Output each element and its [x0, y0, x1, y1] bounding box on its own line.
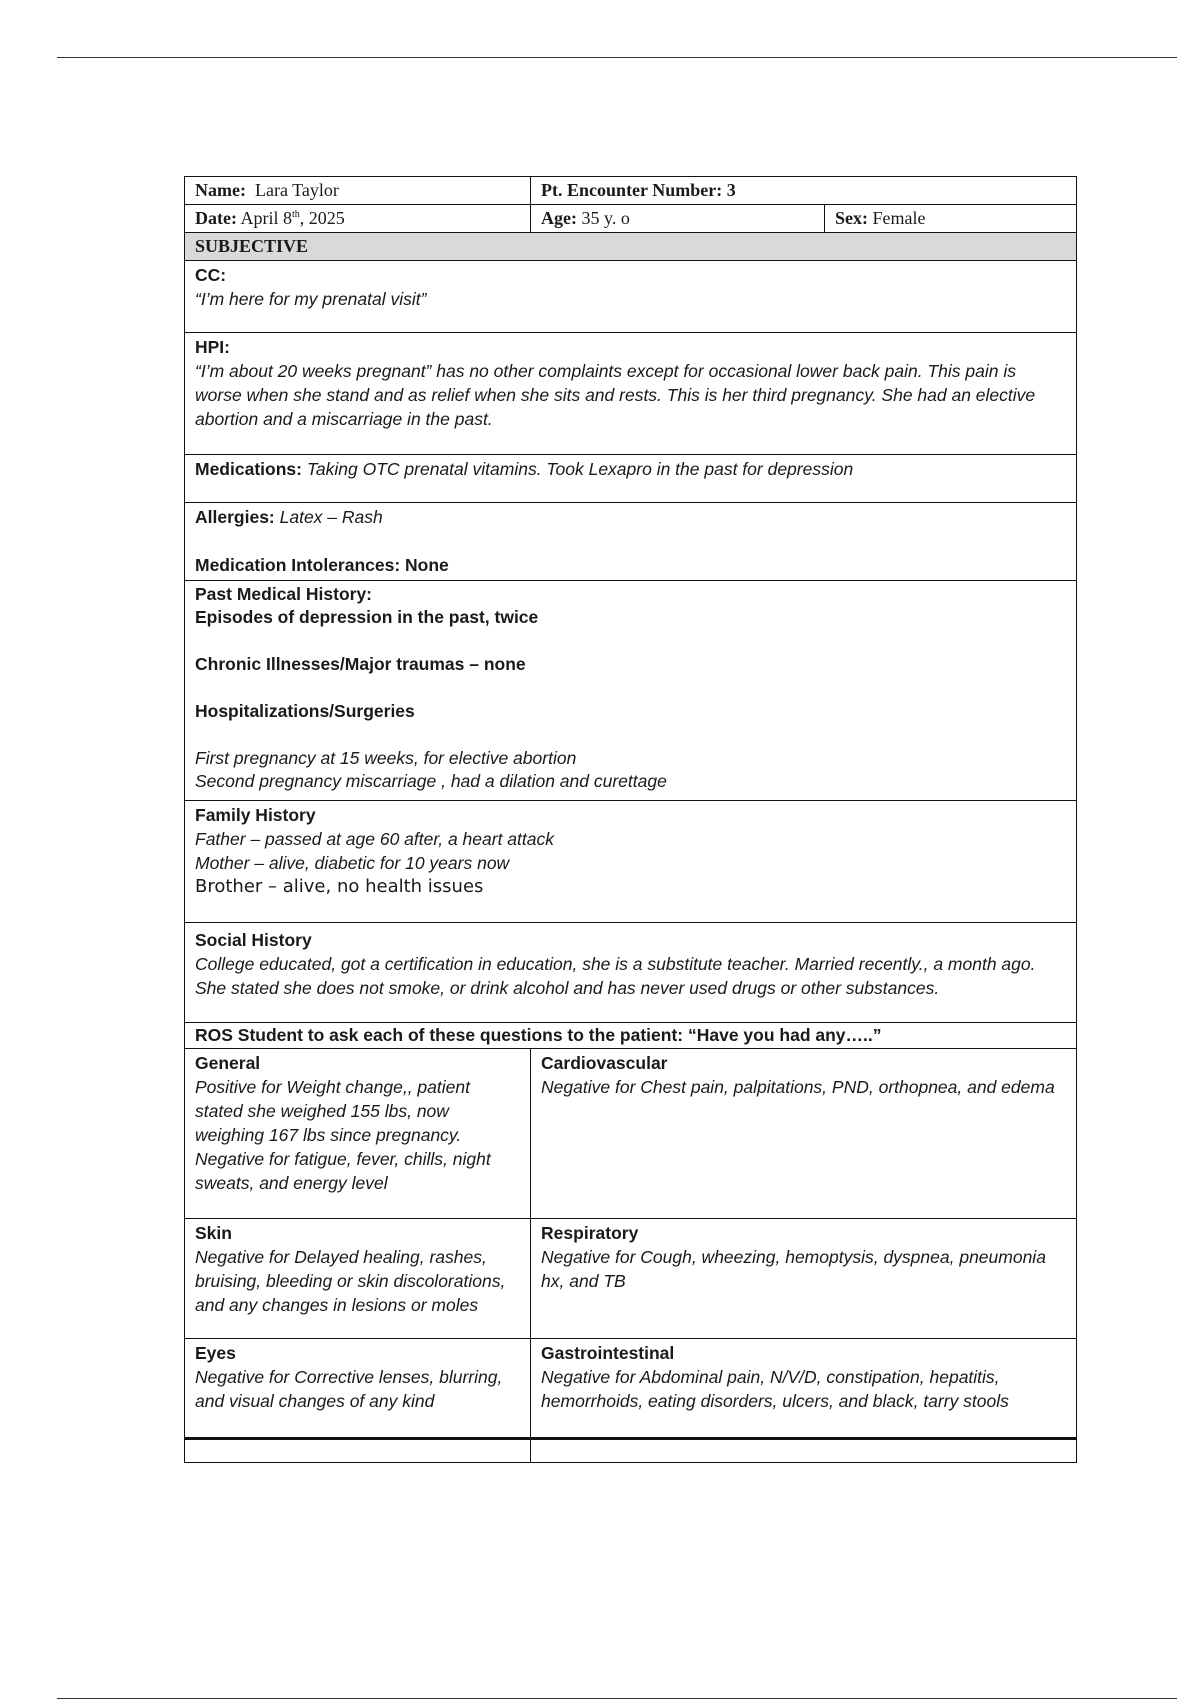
sex-cell — [825, 205, 1077, 233]
chief-complaint-cell — [185, 261, 1077, 333]
encounter-number-cell — [531, 177, 1077, 205]
age-value: 35 y. o — [581, 208, 630, 228]
pmh-hospitalization-2: Second pregnancy miscarriage , had a dilation and curettage — [195, 771, 667, 791]
age-cell — [531, 205, 825, 233]
soap-note-table — [184, 176, 1077, 1463]
medications-cell — [185, 455, 1077, 503]
ros-cardiovascular-cell — [531, 1049, 1077, 1219]
ros-eyes-text: Negative for Corrective lenses, blurring, and visual changes of any kind — [195, 1367, 503, 1411]
empty-cell-left — [185, 1439, 531, 1463]
allergies-label: Allergies: — [195, 507, 275, 527]
date-suffix: th — [292, 209, 300, 220]
family-history-label: Family History — [195, 805, 316, 825]
ros-respiratory-cell — [531, 1219, 1077, 1339]
ros-row-skin-resp — [185, 1219, 1077, 1339]
ros-skin-text: Negative for Delayed healing, rashes, bruising, bleeding or skin discolorations, and any changes in lesions or moles — [195, 1247, 506, 1315]
hpi-label: HPI: — [195, 337, 230, 357]
cc-text: “I’m here for my prenatal visit” — [195, 289, 427, 309]
ros-cardiovascular-text: Negative for Chest pain, palpitations, PND, orthopnea, and edema — [541, 1077, 1055, 1097]
ros-heading: ROS Student to ask each of these questions to the patient: “Have you had any…..” — [185, 1023, 1077, 1049]
ros-row-eyes-gi — [185, 1339, 1077, 1439]
past-medical-history-cell — [185, 581, 1077, 801]
subjective-heading-row — [185, 233, 1077, 261]
header-row-2 — [185, 205, 1077, 233]
sex-label: Sex: — [835, 208, 869, 228]
ros-gastrointestinal-label: Gastrointestinal — [541, 1343, 675, 1363]
ros-respiratory-text: Negative for Cough, wheezing, hemoptysis, dyspnea, pneumonia hx, and TB — [541, 1247, 1046, 1291]
hpi-cell — [185, 333, 1077, 455]
family-history-row — [185, 801, 1077, 923]
allergies-cell — [185, 503, 1077, 581]
medications-row — [185, 455, 1077, 503]
hpi-text: “I’m about 20 weeks pregnant” has no other complaints except for occasional lower back pain. This pain is worse when she stand and as relief when she sits and rests. This is her third pregnancy. She had an elective abortion and a miscarriage in the past. — [195, 361, 1036, 429]
name-label: Name: — [195, 180, 246, 200]
pmh-row — [185, 581, 1077, 801]
empty-cell-right — [531, 1439, 1077, 1463]
social-history-cell — [185, 923, 1077, 1023]
family-mother: Mother – alive, diabetic for 10 years now — [195, 853, 510, 873]
allergies-row — [185, 503, 1077, 581]
ros-eyes-cell — [185, 1339, 531, 1439]
medication-intolerances: Medication Intolerances: None — [195, 555, 449, 575]
pmh-depression: Episodes of depression in the past, twice — [195, 607, 539, 627]
social-history-row — [185, 923, 1077, 1023]
medications-text: Taking OTC prenatal vitamins. Took Lexapro in the past for depression — [306, 459, 854, 479]
ros-general-text-2: Negative for fatigue, fever, chills, night sweats, and energy level — [195, 1149, 491, 1193]
date-cell — [185, 205, 531, 233]
social-history-text: College educated, got a certification in education, she is a substitute teacher. Married recently., a month ago. She stated she does not smoke, or drink alcohol and has never used drugs or other substances. — [195, 954, 1036, 998]
ros-respiratory-label: Respiratory — [541, 1223, 639, 1243]
medications-label: Medications: — [195, 459, 302, 479]
family-history-cell — [185, 801, 1077, 923]
family-brother: Brother – alive, no health issues — [195, 876, 484, 897]
page-top-rule — [57, 57, 1177, 58]
encounter-value: 3 — [726, 180, 736, 200]
hpi-row — [185, 333, 1077, 455]
pmh-chronic-illnesses: Chronic Illnesses/Major traumas – none — [195, 654, 526, 674]
ros-gastrointestinal-text: Negative for Abdominal pain, N/V/D, constipation, hepatitis, hemorrhoids, eating disorders, ulcers, and black, tarry stools — [541, 1367, 1009, 1411]
ros-general-text-1: Positive for Weight change,, patient stated she weighed 155 lbs, now weighing 167 lbs since pregnancy. — [195, 1077, 470, 1145]
pmh-hospitalizations-label: Hospitalizations/Surgeries — [195, 701, 415, 721]
date-month-day: April 8 — [240, 208, 292, 228]
date-year: , 2025 — [299, 208, 345, 228]
ros-gastrointestinal-cell — [531, 1339, 1077, 1439]
cc-row — [185, 261, 1077, 333]
header-row-1 — [185, 177, 1077, 205]
ros-general-cell — [185, 1049, 531, 1219]
encounter-label: Pt. Encounter Number: — [541, 180, 723, 200]
ros-cardiovascular-label: Cardiovascular — [541, 1053, 668, 1073]
age-label: Age: — [541, 208, 578, 228]
subjective-heading: SUBJECTIVE — [185, 233, 1077, 261]
family-father: Father – passed at age 60 after, a heart attack — [195, 829, 554, 849]
ros-eyes-label: Eyes — [195, 1343, 236, 1363]
date-label: Date: — [195, 208, 237, 228]
ros-general-label: General — [195, 1053, 261, 1073]
ros-skin-cell — [185, 1219, 531, 1339]
allergies-text: Latex – Rash — [279, 507, 383, 527]
social-history-label: Social History — [195, 930, 312, 950]
patient-name-cell — [185, 177, 531, 205]
ros-row-general-cardio — [185, 1049, 1077, 1219]
sex-value: Female — [872, 208, 926, 228]
page-bottom-rule — [57, 1698, 1177, 1699]
name-value: Lara Taylor — [254, 180, 339, 200]
pmh-label: Past Medical History: — [195, 584, 372, 604]
empty-row — [185, 1439, 1077, 1463]
ros-skin-label: Skin — [195, 1223, 232, 1243]
cc-label: CC: — [195, 265, 227, 285]
ros-heading-row — [185, 1023, 1077, 1049]
pmh-hospitalization-1: First pregnancy at 15 weeks, for elective abortion — [195, 748, 577, 768]
